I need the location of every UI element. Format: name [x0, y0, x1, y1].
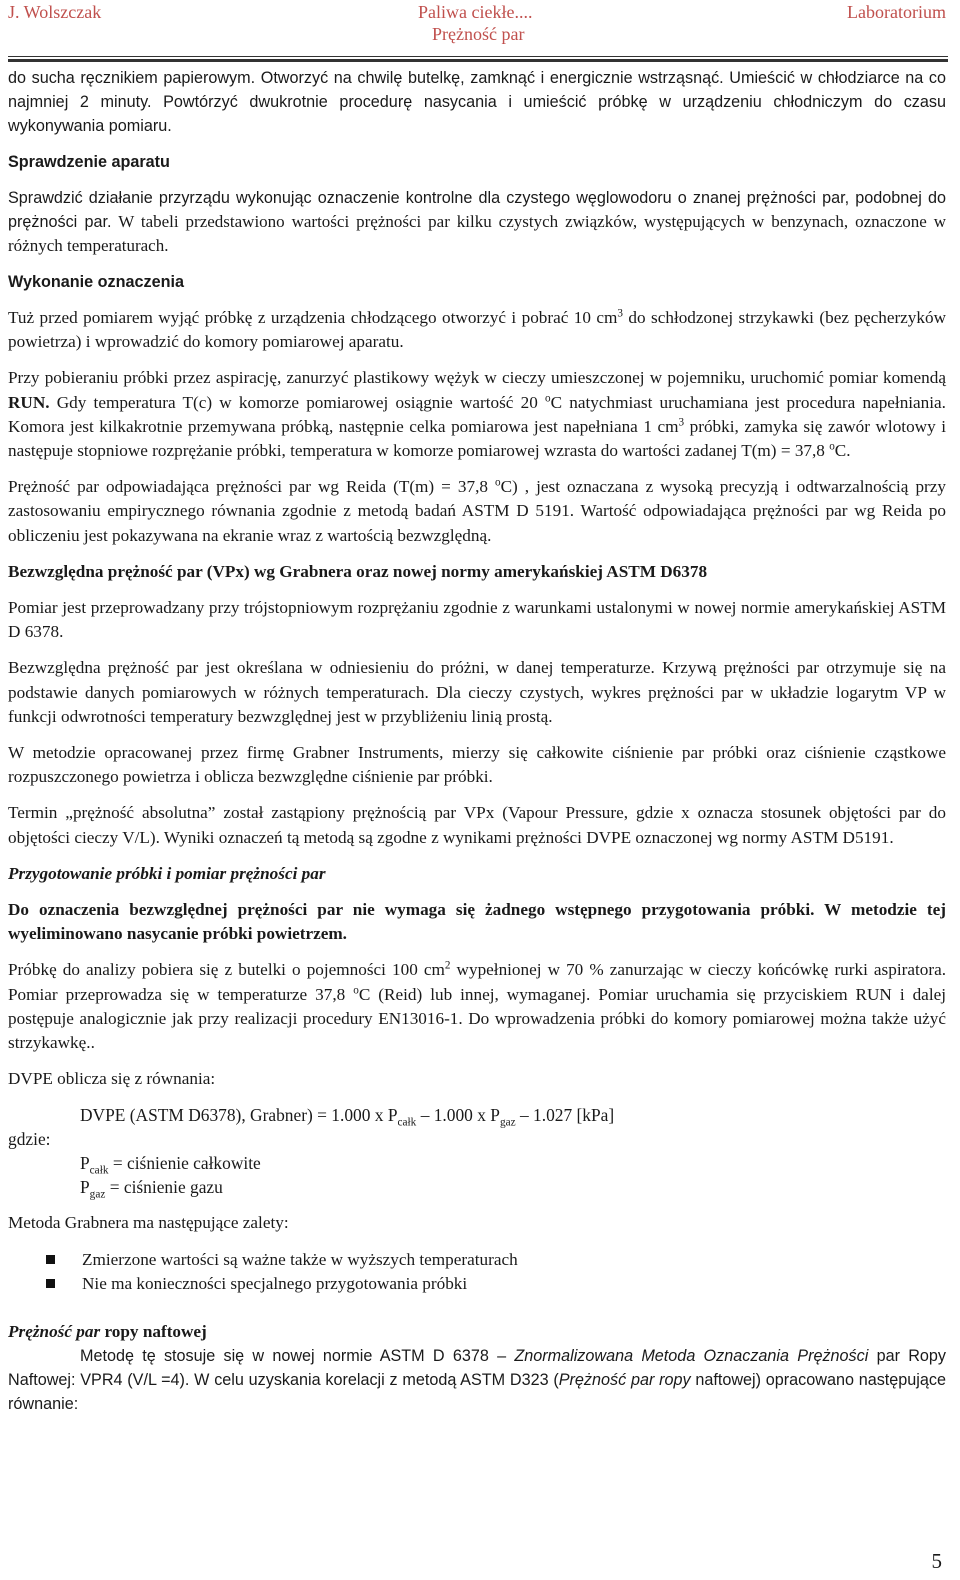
- paragraph-abs-1: Pomiar jest przeprowadzany przy trójstopniowym rozprężaniu zgodnie z warunkami ustalonymi w nowej normie amerykańskiej ASTM D 6378.: [8, 598, 946, 642]
- paragraph-dvpe-intro: DVPE oblicza się z równania:: [8, 1069, 216, 1089]
- paragraph-prep-bold: Do oznaczenia bezwzględnej prężności par nie wymaga się żadnego wstępnego przygotowania próbki. W metodzie tej wyeliminowano nasycanie próbki powietrzem.: [8, 900, 946, 944]
- bullet-square-icon: [46, 1255, 55, 1264]
- header-divider-thick: [8, 59, 948, 62]
- heading-check-apparatus: Sprawdzenie aparatu: [8, 153, 170, 171]
- list-item: Zmierzone wartości są ważne także w wyższych temperaturach: [8, 1248, 946, 1272]
- list-item: Nie ma konieczności specjalnego przygotowania próbki: [8, 1272, 946, 1296]
- header-subtitle: Prężność par: [432, 24, 525, 44]
- paragraph-abs-4: Termin „prężność absolutna” został zastąpiony prężnością par VPx (Vapour Pressure, gdzie x oznacza stosunek objętości par do objętości cieczy V/L). Wyniki oznaczeń tą metodą są zgodne z wynikami prężności DVPE oznaczonej wg normy ASTM D5191.: [8, 803, 946, 847]
- paragraph-crude-oil: Metodę tę stosuje się w nowej normie ASTM D 6378 – Znormalizowana Metoda Oznaczania Prężności par Ropy Naftowej: VPR4 (V/L =4). W celu uzyskania korelacji z metodą ASTM D323 (Prężność par ropy naftowej) opracowano następujące równanie:: [8, 1346, 947, 1413]
- dvpe-formula: DVPE (ASTM D6378), Grabner) = 1.000 x $P_{całk} - 1.000$ x $P_{gaz} - 1.027$ [kPa]: [80, 1105, 615, 1129]
- where-label: gdzie:: [8, 1129, 51, 1150]
- paragraph-reid: Prężność par odpowiadająca prężności par wg Reida (T(m) = 37,8 $^o$C) , jest oznaczana z wysoką precyzją i odtwarzalnością przy zastosowaniu empirycznego równania zgodnie z metodą badań ASTM D 5191. Wartość odpowiadająca prężności par wg Reida po obliczeniu jest pokazywana na ekranie wraz z wartością bezwzględną.: [8, 476, 947, 545]
- paragraph-abs-3: W metodzie opracowanej przez firmę Grabner Instruments, mierzy się całkowite ciśnienie par próbki oraz ciśnienie cząstkowe rozpuszczonego powietrza i oblicza bezwzględne ciśnienie par próbki.: [8, 743, 946, 787]
- advantages-list: [8, 1248, 946, 1296]
- paragraph-aspiration: Przy pobieraniu próbki przez aspirację, zanurzyć plastikowy wężyk w cieczy umieszczonej w pojemniku, uruchomić pomiar komendą RUN. Gdy temperatura T(c) w komorze pomiarowej osiągnie wartość 20 $^o$C natychmiast uruchamiana jest procedura napełniania. Komora jest kilkakrotnie przemywana próbką, następnie celka pomiarowa jest napełniana 1 $cm^3$ próbki, zamyka się zawór wlotowy i następuje stopniowe rozprężanie próbki, temperatura w komorze pomiarowej wzrasta do wartości zadanej T(m) = 37,8 $^o$C.: [8, 368, 946, 461]
- document-body: [8, 66, 946, 1416]
- heading-absolute-pressure: Bezwzględna prężność par (VPx) wg Grabnera oraz nowej normy amerykańskiej ASTM D6378: [8, 561, 708, 581]
- definition-gas-pressure: $P_{gaz}$ = ciśnienie gazu: [80, 1177, 223, 1201]
- paragraph-intro: do sucha ręcznikiem papierowym. Otworzyć na chwilę butelkę, zamknąć i energicznie wstrząsnąć. Umieścić w chłodziarce na co najmniej 2 minuty. Powtórzyć dwukrotnie procedurę nasycania i umieścić próbkę w urządzeniu chłodniczym do czasu wykonywania pomiaru.: [8, 69, 946, 135]
- heading-execution: Wykonanie oznaczenia: [8, 273, 185, 291]
- paragraph-check: Sprawdzić działanie przyrządu wykonując oznaczenie kontrolne dla czystego węglowodoru o znanej prężności par, podobnej do prężności par. W tabeli przedstawiono wartości prężności par kilku czystych związków, występujących w benzynach, oznaczone w różnych temperaturach.: [8, 189, 946, 255]
- header-title: Paliwa ciekłe....: [418, 2, 533, 22]
- definition-total-pressure: $P_{całk}$ = ciśnienie całkowite: [80, 1153, 261, 1177]
- header-author: J. Wolszczak: [8, 2, 102, 22]
- paragraph-advantages-intro: Metoda Grabnera ma następujące zalety:: [8, 1213, 289, 1233]
- paragraph-sample: Próbkę do analizy pobiera się z butelki o pojemności 100 $cm^2$ wypełnionej w 70 % zanurzając w cieczy końcówkę rurki aspiratora. Pomiar przeprowadza się w temperaturze 37,8 $^o$C (Reid) lub innej, wymaganej. Pomiar uruchamia się przyciskiem RUN i dalej postępuje analogicznie jak przy realizacji procedury EN13016-1. Do wprowadzenia próbki do komory pomiarowej można także użyć strzykawkę..: [8, 959, 946, 1053]
- page-header: [8, 0, 946, 68]
- paragraph-abs-2: Bezwzględna prężność par jest określana w odniesieniu do próżni, w danej temperaturze. Krzywą prężności par otrzymuje się na podstawie danych pomiarowych w różnych temperaturach. Dla cieczy czystych, wykres prężności par w układzie logarytm VP w funkcji odwrotności temperatury bezwzględnej jest w przybliżeniu linią prostą.: [8, 658, 946, 726]
- heading-crude-oil: Prężność par ropy naftowej: [8, 1321, 207, 1341]
- paragraph-execution: Tuż przed pomiarem wyjąć próbkę z urządzenia chłodzącego otworzyć i pobrać 10 $cm^3$ do schłodzonej strzykawki (bez pęcherzyków powietrza) i wprowadzić do komory pomiarowej aparatu.: [8, 307, 946, 352]
- heading-sample-prep: Przygotowanie próbki i pomiar prężności par: [8, 863, 326, 883]
- header-section: Laboratorium: [847, 2, 946, 22]
- bullet-square-icon: [46, 1279, 55, 1288]
- header-divider: [8, 56, 948, 57]
- page-number: 5: [931, 1549, 942, 1573]
